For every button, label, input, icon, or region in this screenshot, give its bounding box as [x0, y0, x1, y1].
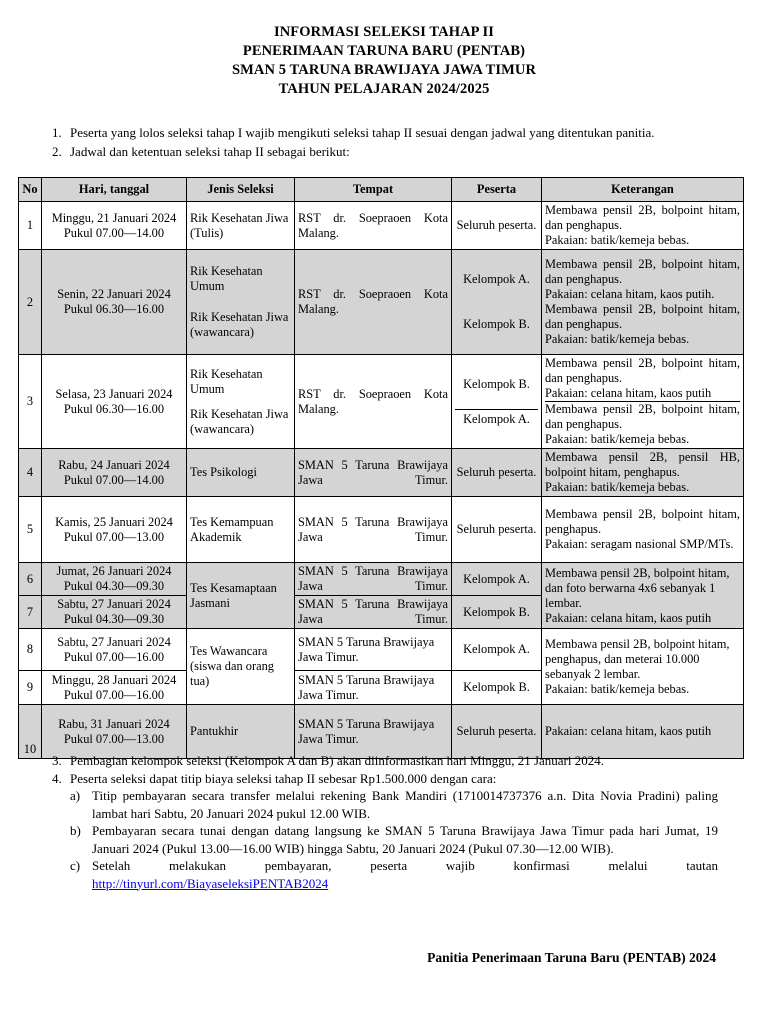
title-line-1: INFORMASI SELEKSI TAHAP II	[273, 24, 495, 40]
title-line-3: SMAN 5 TARUNA BRAWIJAYA JAWA TIMUR	[231, 62, 537, 78]
table-row: 4 Rabu, 24 Januari 2024 Pukul 07.00—14.00 Tes Psikologi SMAN 5 Taruna Brawijaya Jawa Timur. Seluruh peserta. Membawa pensil 2B, pensil HB, bolpoint hitam, penghapus. Pakaian: batik/kemeja bebas.	[19, 449, 744, 497]
schedule-table	[18, 177, 744, 759]
table-row: 5 Kamis, 25 Januari 2024 Pukul 07.00—13.00 Tes Kemampuan Akademik SMAN 5 Taruna Brawijaya Jawa Timur. Seluruh peserta. Membawa pensil 2B, bolpoint hitam, penghapus. Pakaian: seragam nasional SMP/MTs.	[19, 497, 744, 563]
list-item: 4. Peserta seleksi dapat titip biaya seleksi tahap II sebesar Rp1.500.000 dengan cara: a) Titip pembayaran secara transfer melalui rekening Bank Mandiri (1710014737376 a.n. Dita Novia Pradini) paling lambat hari Sabtu, 20 Januari 2024 pukul 12.00 WIB. b) Pembayaran secara tunai dengan datang langsung ke SMAN 5 Taruna Brawijaya Jawa Timur pada hari Jumat, 19 Januari 2024 (Pukul 13.00—16.00 WIB) hingga Sabtu, 20 Januari 2024 (Pukul 07.30—12.00 WIB). c) Setelah melakukan pembayaran, peserta wajib konfirmasi melalui tautan http://tinyurl.com/BiayaseleksiPENTAB2024	[52, 770, 718, 891]
list-item: 3. Pembagian kelompok seleksi (Kelompok A dan B) akan diinformasikan hari Minggu, 21 Januari 2024.	[52, 753, 604, 768]
title-line-2: PENERIMAAN TARUNA BARU (PENTAB)	[242, 43, 526, 59]
list-item: 1. Peserta yang lolos seleksi tahap I wajib mengikuti seleksi tahap II sesuai dengan jadwal yang ditentukan panitia.	[52, 125, 655, 140]
payment-confirmation-link[interactable]: http://tinyurl.com/BiayaseleksiPENTAB2024	[92, 875, 329, 891]
document-title	[0, 23, 768, 99]
list-item: b) Pembayaran secara tunai dengan datang langsung ke SMAN 5 Taruna Brawijaya Jawa Timur pada hari Jumat, 19 Januari 2024 (Pukul 13.00—16.00 WIB) hingga Sabtu, 20 Januari 2024 (Pukul 07.30—12.00 WIB).	[70, 823, 718, 856]
table-row: 10 Rabu, 31 Januari 2024 Pukul 07.00—13.00 Pantukhir SMAN 5 Taruna Brawijaya Jawa Timur. Seluruh peserta. Pakaian: celana hitam, kaos putih	[19, 705, 744, 759]
title-line-4: TAHUN PELAJARAN 2024/2025	[278, 81, 490, 97]
list-item: c) Setelah melakukan pembayaran, peserta wajib konfirmasi melalui tautan http://tinyurl.com/BiayaseleksiPENTAB2024	[70, 858, 718, 891]
col-header: Hari, tanggal	[42, 178, 187, 202]
table-header-row	[19, 178, 744, 202]
col-header: No	[19, 178, 42, 202]
col-header: Peserta	[452, 178, 542, 202]
payment-info	[52, 752, 718, 892]
list-item: a) Titip pembayaran secara transfer melalui rekening Bank Mandiri (1710014737376 a.n. Dita Novia Pradini) paling lambat hari Sabtu, 20 Januari 2024 pukul 12.00 WIB.	[70, 788, 718, 821]
intro-list	[52, 124, 718, 162]
table-row: 2 Senin, 22 Januari 2024 Pukul 06.30—16.00 Rik Kesehatan Umum Rik Kesehatan Jiwa (wawancara) RST dr. Soepraoen Kota Malang. Kelompok A. Kelompok B. Membawa pensil 2B, bolpoint hitam, dan penghapus. Pakaian: celana hitam, kaos putih. Membawa pensil 2B, bolpoint hitam, dan penghapus. Pakaian: batik/kemeja bebas.	[19, 250, 744, 355]
list-item: 2. Jadwal dan ketentuan seleksi tahap II sebagai berikut:	[52, 144, 350, 159]
table-row: 1 Minggu, 21 Januari 2024 Pukul 07.00—14.00 Rik Kesehatan Jiwa (Tulis) RST dr. Soepraoen Kota Malang. Seluruh peserta. Membawa pensil 2B, bolpoint hitam, dan penghapus. Pakaian: batik/kemeja bebas.	[19, 202, 744, 250]
col-header: Keterangan	[542, 178, 744, 202]
col-header: Jenis Seleksi	[187, 178, 295, 202]
table-row: 7 Sabtu, 27 Januari 2024 Pukul 04.30—09.30 SMAN 5 Taruna Brawijaya Jawa Timur. Kelompok B.	[19, 596, 744, 629]
col-header: Tempat	[295, 178, 452, 202]
table-row: 9 Minggu, 28 Januari 2024 Pukul 07.00—16.00 SMAN 5 Taruna Brawijaya Jawa Timur. Kelompok B.	[19, 671, 744, 705]
table-row: 6 Jumat, 26 Januari 2024 Pukul 04.30—09.30 Tes Kesamaptaan Jasmani SMAN 5 Taruna Brawijaya Jawa Timur. Kelompok A. Membawa pensil 2B, bolpoint hitam, dan foto berwarna 4x6 sebanyak 1 lembar. Pakaian: celana hitam, kaos putih	[19, 563, 744, 596]
table-row: 8 Sabtu, 27 Januari 2024 Pukul 07.00—16.00 Tes Wawancara (siswa dan orang tua) SMAN 5 Taruna Brawijaya Jawa Timur. Kelompok A. Membawa pensil 2B, bolpoint hitam, penghapus, dan meterai 10.000 sebanyak 2 lembar. Pakaian: batik/kemeja bebas.	[19, 629, 744, 671]
table-row: 3 Selasa, 23 Januari 2024 Pukul 06.30—16.00 Rik Kesehatan Umum Rik Kesehatan Jiwa (wawancara) RST dr. Soepraoen Kota Malang. Kelompok B. Kelompok A. Membawa pensil 2B, bolpoint hitam, dan penghapus. Pakaian: celana hitam, kaos putih Membawa pensil 2B, bolpoint hitam, dan penghapus. Pakaian: batik/kemeja bebas.	[19, 355, 744, 449]
footer-signature: Panitia Penerimaan Taruna Baru (PENTAB) 2024	[427, 950, 716, 965]
